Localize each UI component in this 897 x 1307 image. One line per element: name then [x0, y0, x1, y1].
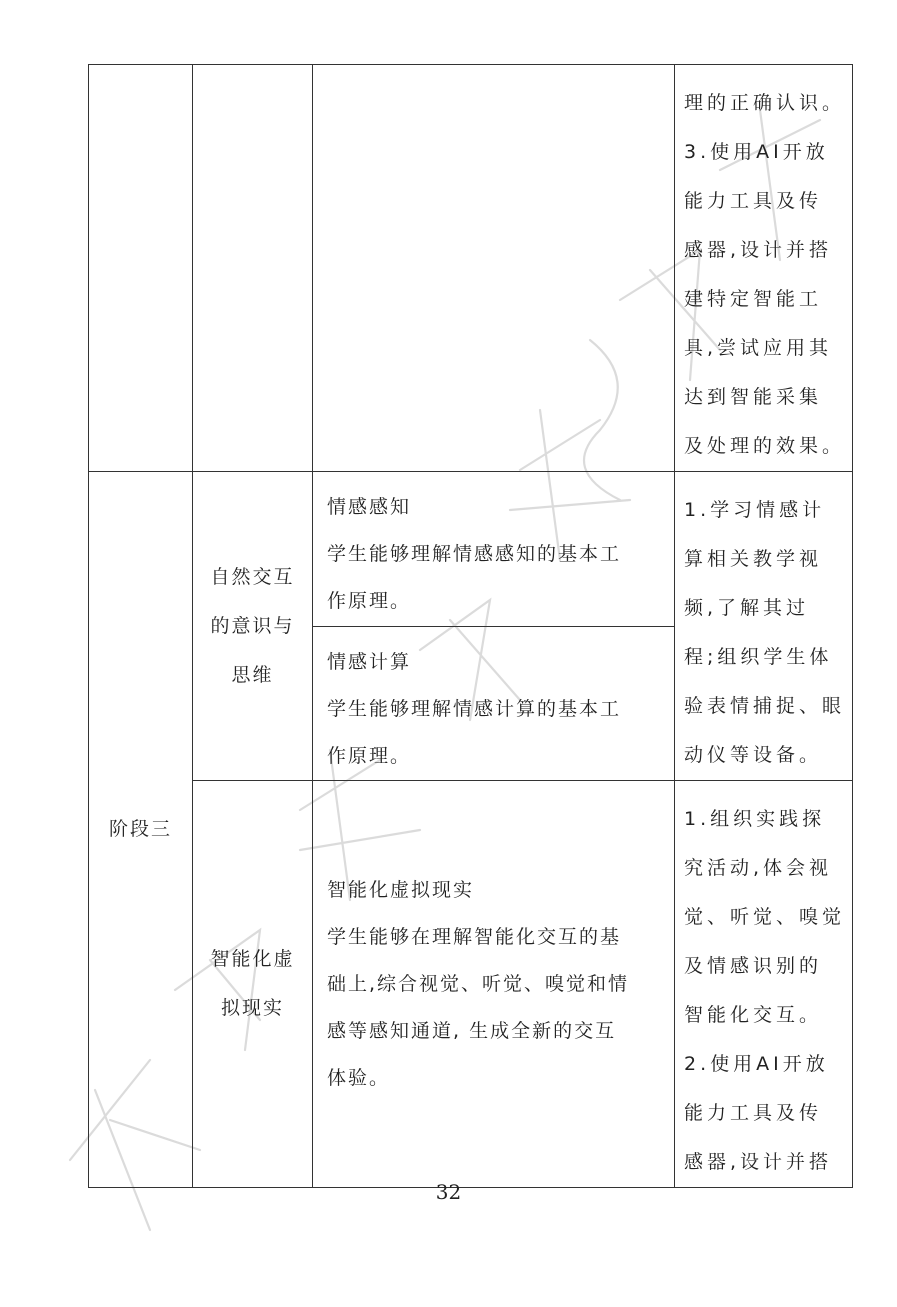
- stage-cell-continued: [89, 65, 193, 472]
- table-row: [89, 781, 853, 1188]
- table-row: [89, 472, 853, 627]
- text-line: 3.使用AI开放: [684, 141, 829, 163]
- text-line: 能力工具及传: [684, 1102, 823, 1124]
- topic-cell-intelligent-vr: [193, 781, 313, 1188]
- content-cell-emotion-computing: [313, 626, 675, 781]
- content-title: 智能化虚拟现实: [327, 878, 475, 901]
- text-line: 算相关教学视: [684, 548, 823, 570]
- topic-label-line: 自然交互: [210, 565, 295, 588]
- topic-cell-continued: [193, 65, 313, 472]
- content-title: 情感感知: [327, 496, 412, 518]
- content-cell-emotion-perception: [313, 472, 675, 627]
- curriculum-table: [88, 64, 853, 1188]
- text-line: 验表情捕捉、眼: [684, 695, 846, 717]
- text-line: 觉、听觉、嗅觉: [684, 906, 846, 928]
- activity-text: [675, 781, 852, 1187]
- stage-label: 阶段三: [108, 818, 172, 840]
- topic-label: [193, 935, 312, 1033]
- text-line: 达到智能采集: [684, 386, 823, 408]
- activity-cell-continued: [675, 65, 853, 472]
- table-row: [89, 65, 853, 472]
- content-desc-line: 体验。: [327, 1066, 391, 1089]
- text-line: 能力工具及传: [684, 190, 823, 212]
- text-line: 智能化交互。: [684, 1004, 823, 1026]
- topic-label: [193, 553, 312, 700]
- content-title: 情感计算: [327, 650, 412, 673]
- content-text: [313, 627, 674, 780]
- stage-cell: [89, 472, 193, 1188]
- topic-label-line: 智能化虚: [210, 948, 295, 970]
- text-line: 理的正确认识。: [684, 92, 846, 114]
- text-line: 及情感识别的: [684, 955, 823, 977]
- text-line: 具,尝试应用其: [684, 337, 833, 359]
- activity-text: [675, 65, 852, 471]
- text-line: 1.学习情感计: [684, 499, 826, 521]
- text-line: 2.使用AI开放: [684, 1053, 829, 1075]
- content-desc-line: 础上,综合视觉、听觉、嗅觉和情: [327, 972, 630, 995]
- topic-label-line: 思维: [231, 663, 274, 686]
- content-desc-line: 学生能够理解情感感知的基本工: [327, 543, 622, 565]
- content-desc-line: 学生能够在理解智能化交互的基: [327, 925, 622, 948]
- content-text: [313, 867, 674, 1102]
- page-number: 32: [435, 1180, 462, 1204]
- content-desc-line: 感等感知通道, 生成全新的交互: [327, 1019, 617, 1042]
- content-desc-line: 作原理。: [327, 590, 412, 612]
- text-line: 建特定智能工: [684, 288, 823, 310]
- content-cell-intelligent-vr: [313, 781, 675, 1188]
- text-line: 及处理的效果。: [684, 435, 846, 457]
- topic-label-line: 拟现实: [220, 997, 284, 1019]
- activity-cell-natural-interaction: [675, 472, 853, 781]
- text-line: 1.组织实践探: [684, 808, 826, 830]
- text-line: 动仪等设备。: [684, 744, 823, 766]
- content-text: [313, 472, 674, 625]
- activity-cell-intelligent-vr: [675, 781, 853, 1188]
- topic-label-line: 的意识与: [210, 614, 295, 637]
- topic-cell-natural-interaction: [193, 472, 313, 781]
- text-line: 程;组织学生体: [684, 646, 833, 668]
- content-desc-line: 学生能够理解情感计算的基本工: [327, 697, 622, 720]
- text-line: 究活动,体会视: [684, 857, 833, 879]
- text-line: 感器,设计并搭: [684, 239, 833, 261]
- text-line: 频,了解其过: [684, 597, 810, 619]
- activity-text: [675, 472, 852, 780]
- text-line: 感器,设计并搭: [684, 1151, 833, 1173]
- content-desc-line: 作原理。: [327, 744, 412, 767]
- content-cell-continued: [313, 65, 675, 472]
